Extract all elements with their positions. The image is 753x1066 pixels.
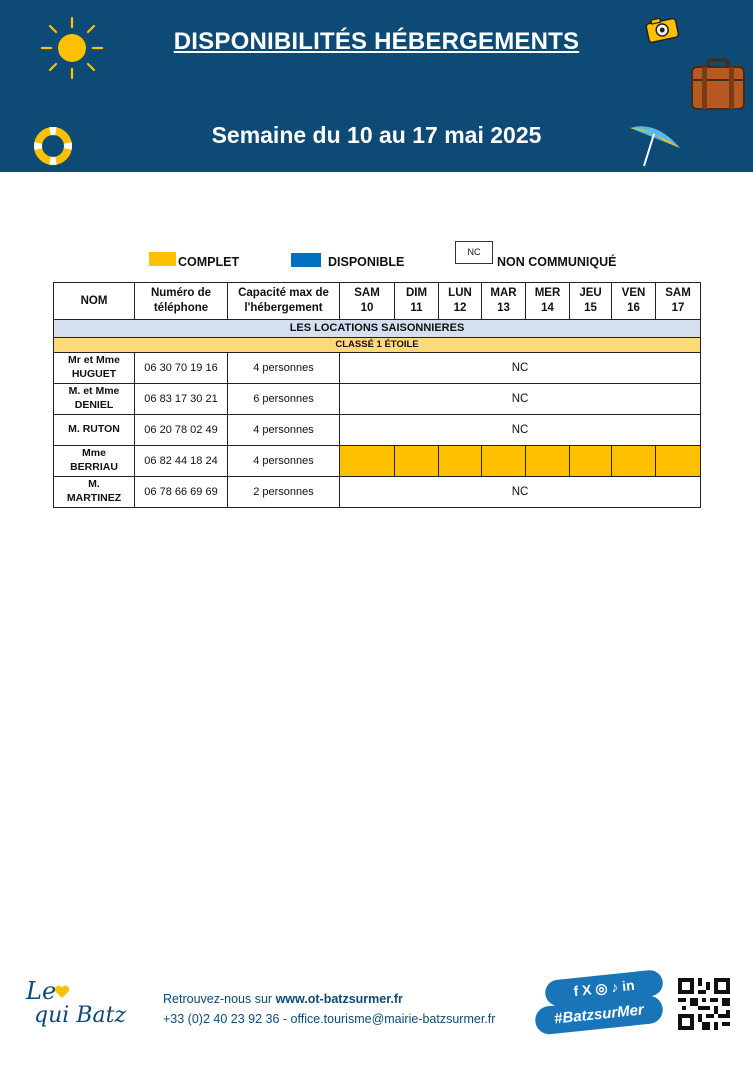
header-name: NOM [54,283,135,320]
status-cell: NC [340,353,701,384]
capacity-cell: 2 personnes [228,477,340,508]
header-capacity: Capacité max de l'hébergement [228,283,340,320]
website-link[interactable]: www.ot-batzsurmer.fr [275,992,403,1006]
section-row [54,320,701,338]
suitcase-icon [690,58,746,112]
table-row [54,415,701,446]
heart-icon [54,985,70,999]
legend-available-swatch [291,253,321,267]
header-day: MAR 13 [482,283,526,320]
legend-nc-label: NON COMMUNIQUÉ [497,255,617,269]
legend-complete-swatch [149,252,176,266]
status-cell: NC [340,384,701,415]
header-banner [0,0,753,172]
table-row [54,477,701,508]
capacity-cell: 4 personnes [228,353,340,384]
header-phone: Numéro de téléphone [135,283,228,320]
status-complete-cell [395,446,439,477]
status-complete-cell [340,446,395,477]
status-complete-cell [570,446,612,477]
phone-cell: 06 82 44 18 24 [135,446,228,477]
hashtag-text: #BatzsurMer [553,1001,645,1028]
capacity-cell: 4 personnes [228,415,340,446]
status-complete-cell [612,446,656,477]
table-header-row [54,283,701,320]
social-badge [535,975,665,1035]
social-icons: f X ◎ ♪ in [572,976,636,1000]
phone-cell: 06 83 17 30 21 [135,384,228,415]
status-cell: NC [340,477,701,508]
category-title: CLASSÉ 1 ÉTOILE [54,338,701,353]
header-day: MER 14 [526,283,570,320]
owner-name: M. et Mme DENIEL [54,384,135,415]
status-complete-cell [526,446,570,477]
phone-cell: 06 30 70 19 16 [135,353,228,384]
header-day: SAM 17 [656,283,701,320]
legend-available-label: DISPONIBLE [328,255,405,269]
status-cell: NC [340,415,701,446]
phone-cell: 06 78 66 69 69 [135,477,228,508]
header-day: DIM 11 [395,283,439,320]
owner-name: Mr et Mme HUGUET [54,353,135,384]
legend-complete-label: COMPLET [178,255,240,269]
page-title: DISPONIBILITÉS HÉBERGEMENTS [173,28,580,55]
header-day: VEN 16 [612,283,656,320]
availability-table [53,282,701,508]
owner-name: Mme BERRIAU [54,446,135,477]
qr-code-icon[interactable] [678,977,730,1031]
table-row [54,353,701,384]
status-complete-cell [656,446,701,477]
table-row [54,446,701,477]
footer-line-contact: +33 (0)2 40 23 92 36 - office.tourisme@mairie-batzsurmer.fr [163,1012,496,1026]
header-day: JEU 15 [570,283,612,320]
status-complete-cell [482,446,526,477]
status-complete-cell [439,446,482,477]
phone-cell: 06 20 78 02 49 [135,415,228,446]
owner-name: M. MARTINEZ [54,477,135,508]
capacity-cell: 6 personnes [228,384,340,415]
footer-logo [22,975,152,1045]
page-subtitle: Semaine du 10 au 17 mai 2025 [211,122,542,148]
owner-name: M. RUTON [54,415,135,446]
table-row [54,384,701,415]
section-title: LES LOCATIONS SAISONNIERES [54,320,701,338]
header-day: LUN 12 [439,283,482,320]
capacity-cell: 4 personnes [228,446,340,477]
category-row [54,338,701,353]
legend-nc-box: NC [455,241,493,264]
logo-text-qui-batz: qui Batz [34,1003,126,1028]
footer-line-website: Retrouvez-nous sur www.ot-batzsurmer.fr [163,992,403,1006]
logo-text-le: Le [26,977,57,1005]
header-day: SAM 10 [340,283,395,320]
